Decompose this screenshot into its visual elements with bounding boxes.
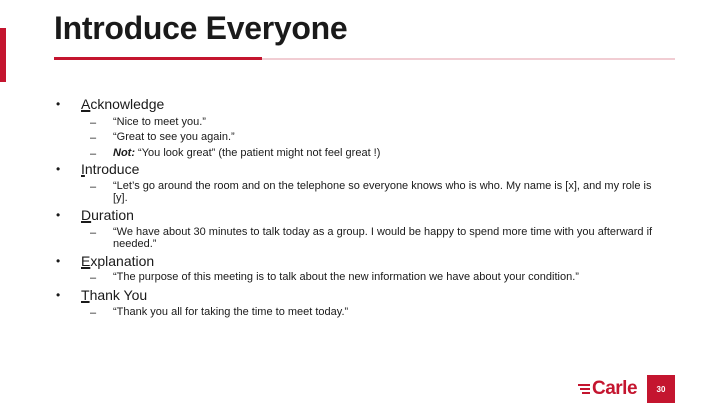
- logo-wordmark: Carle: [592, 378, 638, 399]
- sub-item-text: “The purpose of this meeting is to talk about the new information we have about your condition.”: [113, 271, 579, 283]
- bullet-icon: •: [56, 208, 61, 222]
- dash-icon: –: [90, 272, 97, 284]
- dash-icon: –: [90, 227, 97, 239]
- bullet-heading: Introduce: [81, 161, 140, 177]
- dash-icon: –: [90, 307, 97, 319]
- not-prefix: Not:: [113, 147, 135, 159]
- bullet-icon: •: [56, 288, 61, 302]
- bullet-icon: •: [56, 97, 61, 111]
- sub-item-text: “Let’s go around the room and on the telephone so everyone knows who is who. My name is [x], and my role is [y].: [113, 180, 652, 204]
- bullet-heading: Explanation: [81, 253, 155, 269]
- bullet-heading: Duration: [81, 207, 134, 223]
- dash-icon: –: [90, 148, 97, 160]
- dash-icon: –: [90, 117, 97, 129]
- dash-icon: –: [90, 132, 97, 144]
- sub-item-text: [113, 147, 658, 159]
- page-number: 30: [656, 384, 666, 394]
- bullet-icon: •: [56, 254, 61, 268]
- sub-item-text: “Thank you all for taking the time to meet today.”: [113, 306, 349, 318]
- bullet-icon: •: [56, 162, 61, 176]
- dash-icon: –: [90, 181, 97, 193]
- sub-item-text: “We have about 30 minutes to talk today as a group. I would be happy to spend more time with you afterward if needed.”: [113, 226, 653, 250]
- page-number-badge: [647, 375, 675, 403]
- sub-item-text: “Great to see you again.”: [113, 131, 235, 143]
- not-text: “You look great” (the patient might not feel great !): [135, 147, 381, 159]
- bullet-heading: Acknowledge: [81, 96, 165, 112]
- sub-item-text: “Nice to meet you.”: [113, 116, 206, 128]
- bullet-heading: Thank You: [81, 287, 148, 303]
- page-title: Introduce Everyone: [54, 10, 348, 46]
